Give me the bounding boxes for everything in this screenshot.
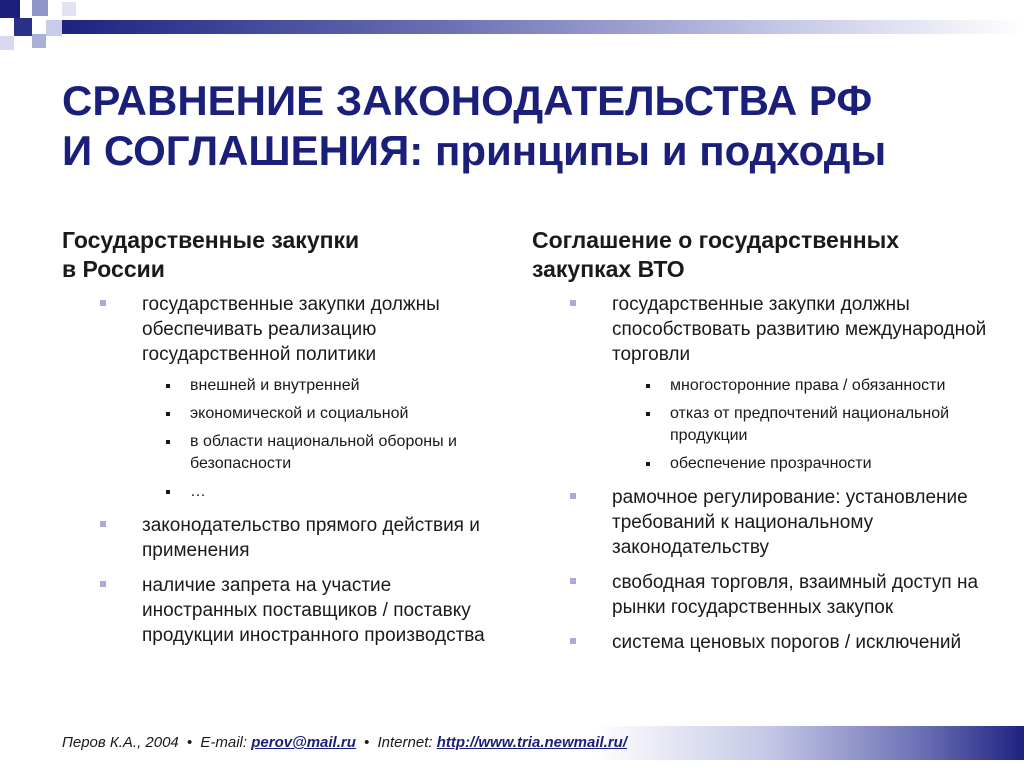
square-bullet-icon — [570, 300, 576, 306]
slide-title — [62, 76, 1002, 176]
small-square-bullet-icon — [646, 384, 650, 388]
decor-square — [32, 0, 48, 16]
left-list — [62, 292, 492, 648]
small-square-bullet-icon — [166, 440, 170, 444]
list-item — [532, 485, 1002, 560]
title-line-2-caps: И СОГЛАШЕНИЯ: — [62, 127, 424, 174]
right-column-heading — [532, 226, 1002, 284]
footer — [62, 734, 627, 751]
list-item-text: рамочное регулирование: установление требований к национальному законодательству — [612, 487, 968, 558]
sub-list-item-text: многосторонние права / обязанности — [670, 377, 946, 394]
footer-internet-label: Internet: — [377, 734, 433, 751]
list-item — [532, 570, 1002, 620]
sub-list-item-text: отказ от предпочтений национальной продукции — [670, 405, 950, 444]
list-item — [62, 292, 492, 503]
sub-list-item — [622, 453, 1002, 475]
sub-list-item — [622, 375, 1002, 397]
list-item-text: государственные закупки должны способствовать развитию международной торговли — [612, 294, 987, 365]
title-line-1: СРАВНЕНИЕ ЗАКОНОДАТЕЛЬСТВА РФ — [62, 77, 873, 124]
title-line-2-rest: принципы и подходы — [423, 127, 887, 174]
list-item-text: государственные закупки должны обеспечивать реализацию государственной политики — [142, 294, 440, 365]
sub-list-item-text: обеспечение прозрачности — [670, 455, 872, 472]
top-gradient-bar — [62, 20, 1024, 34]
right-column — [532, 226, 1002, 665]
square-bullet-icon — [570, 493, 576, 499]
decor-square — [0, 0, 20, 18]
list-item — [62, 573, 492, 648]
small-square-bullet-icon — [166, 412, 170, 416]
footer-bullet: • — [186, 734, 193, 751]
list-item — [532, 630, 1002, 655]
website-link[interactable]: http://www.tria.newmail.ru/ — [436, 734, 628, 751]
email-link[interactable]: perov@mail.ru — [251, 734, 356, 751]
list-item — [62, 513, 492, 563]
footer-email-label: E-mail: — [200, 734, 248, 751]
square-bullet-icon — [100, 581, 106, 587]
square-bullet-icon — [570, 638, 576, 644]
square-bullet-icon — [100, 521, 106, 527]
list-item-text: законодательство прямого действия и применения — [142, 515, 480, 561]
sub-list-item-text: экономической и социальной — [190, 405, 409, 422]
footer-author: Перов К.А., 2004 — [62, 734, 179, 751]
sub-list-item — [622, 403, 1002, 447]
sub-list-item — [142, 403, 492, 425]
right-heading-line-1: Соглашение о государственных — [532, 227, 900, 253]
sub-list — [62, 375, 492, 503]
right-heading-line-2: закупках ВТО — [532, 256, 685, 282]
sub-list — [532, 375, 1002, 475]
decor-square — [0, 36, 14, 50]
decor-square — [32, 34, 46, 48]
list-item-text: система ценовых порогов / исключений — [612, 632, 962, 653]
small-square-bullet-icon — [646, 462, 650, 466]
sub-list-item-text: … — [190, 483, 206, 500]
sub-list-item-text: внешней и внутренней — [190, 377, 360, 394]
footer-bullet: • — [364, 734, 370, 751]
list-item-text: наличие запрета на участие иностранных поставщиков / поставку продукции иностранного производства — [142, 575, 485, 646]
title-line-2 — [62, 126, 1002, 176]
sub-list-item — [142, 431, 492, 475]
decor-square — [46, 20, 62, 36]
list-item — [532, 292, 1002, 475]
sub-list-item-text: в области национальной обороны и безопасности — [190, 433, 457, 472]
right-list — [532, 292, 1002, 655]
small-square-bullet-icon — [166, 490, 170, 494]
decor-square — [14, 18, 32, 36]
decor-square — [62, 2, 76, 16]
left-heading-line-1: Государственные закупки — [62, 227, 360, 253]
sub-list-item — [142, 375, 492, 397]
left-column-heading — [62, 226, 492, 284]
square-bullet-icon — [570, 578, 576, 584]
small-square-bullet-icon — [166, 384, 170, 388]
list-item-text: свободная торговля, взаимный доступ на рынки государственных закупок — [612, 572, 979, 618]
square-bullet-icon — [100, 300, 106, 306]
sub-list-item — [142, 481, 492, 503]
left-column — [62, 226, 492, 658]
left-heading-line-2: в России — [62, 256, 165, 282]
small-square-bullet-icon — [646, 412, 650, 416]
